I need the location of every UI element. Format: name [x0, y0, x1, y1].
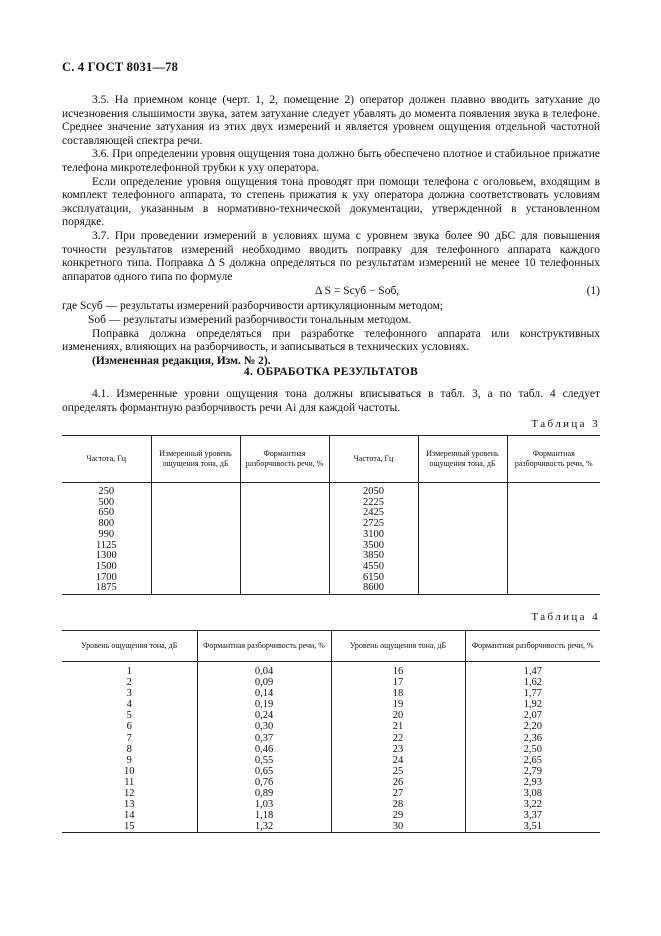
frequency-cell: 250: [62, 483, 151, 498]
frequency-cell: 800: [62, 519, 151, 530]
level-cell: 3: [62, 688, 197, 699]
level-cell: 8: [62, 744, 197, 755]
level-cell: 22: [331, 733, 465, 744]
page-header: С. 4 ГОСТ 8031—78: [62, 60, 179, 74]
frequency-cell: 3500: [329, 541, 418, 552]
level-cell: 14: [62, 810, 197, 821]
table-row: [62, 508, 600, 519]
table-row: [62, 551, 600, 562]
intelligibility-cell: 0,37: [197, 733, 331, 744]
table-row: [62, 755, 600, 766]
table-4-caption: Таблица 4: [531, 611, 600, 623]
frequency-cell: 500: [62, 498, 151, 509]
table-row: [62, 721, 600, 732]
intelligibility-cell: 1,62: [523, 677, 542, 689]
paragraph-3-6: 3.6. При определении уровня ощущения тона должно быть обеспечено плотное и стабильное прижатие телефона микротелефонной трубки к уху оператора.: [62, 148, 600, 174]
table-row: [62, 777, 600, 788]
intelligibility-cell: 1,92: [523, 699, 542, 711]
intelligibility-cell: [507, 498, 600, 509]
intelligibility-cell: 2,79: [523, 765, 542, 777]
level-cell: [151, 519, 240, 530]
paragraph-3-5: 3.5. На приемном конце (черт. 1, 2, помещение 2) оператор должен плавно вводить затухание до исчезновения слышимости звука, затем затухание следует убавлять до момента появления звука в телефоне. Среднее значение затухания из этих двух измерений и является уровнем ощущения отдельной частотной составляющей спектра речи.: [62, 94, 600, 147]
level-cell: 6: [62, 721, 197, 732]
intelligibility-cell: [240, 562, 329, 573]
intelligibility-cell: [507, 541, 600, 552]
intelligibility-cell: 1,47: [523, 666, 542, 677]
table-3-caption: Таблица 3: [531, 418, 600, 430]
level-cell: 20: [331, 710, 465, 721]
frequency-cell: 1700: [62, 573, 151, 584]
frequency-cell: 1875: [62, 583, 151, 594]
intelligibility-cell: [507, 483, 600, 498]
intelligibility-cell: [240, 551, 329, 562]
frequency-cell: 6150: [329, 573, 418, 584]
level-cell: 23: [331, 744, 465, 755]
body-text: [62, 94, 600, 368]
intelligibility-cell: [507, 562, 600, 573]
frequency-cell: 2425: [329, 508, 418, 519]
level-cell: [418, 541, 507, 552]
level-cell: 11: [62, 777, 197, 788]
paragraph-3-7: 3.7. При проведении измерений в условиях шума с уровнем звука более 90 дБС для повышения точности результатов измерений необходимо вводить поправку для телефонного аппарата каждого конкретного типа. Поправка Δ S должна определяться по результатам измерений не менее 10 телефонных аппаратов одного типа по формуле: [62, 229, 600, 283]
intelligibility-cell: 3,37: [523, 810, 542, 822]
level-cell: 30: [331, 821, 465, 833]
intelligibility-cell: 0,24: [197, 710, 331, 721]
frequency-cell: 2225: [329, 498, 418, 509]
table-row: [62, 788, 600, 799]
table-row: [62, 688, 600, 699]
table-4-header-intelligibility-left: Формантная разборчивость речи, %: [197, 631, 331, 662]
table-row: [62, 519, 600, 530]
intelligibility-cell: 1,18: [197, 810, 331, 821]
level-cell: [151, 583, 240, 594]
intelligibility-cell: 0,46: [197, 744, 331, 755]
intelligibility-cell: [240, 519, 329, 530]
intelligibility-cell: [240, 573, 329, 584]
frequency-cell: 990: [62, 530, 151, 541]
table-row: [62, 677, 600, 688]
level-cell: [418, 573, 507, 584]
intelligibility-cell: 0,04: [197, 662, 331, 678]
paragraph-3-7-continued: Поправка должна определяться при разработке телефонного аппарата или конструктивных изменениях, влияющих на разборчивость, и записываться в технических условиях.: [62, 327, 600, 354]
level-cell: [151, 530, 240, 541]
table-row: [62, 573, 600, 584]
paragraph-4-1-block: [62, 388, 600, 415]
intelligibility-cell: 0,30: [197, 721, 331, 732]
table-3-header-intelligibility-left: Формантная разборчивость речи, %: [240, 436, 329, 483]
intelligibility-cell: 2,93: [523, 776, 542, 788]
level-cell: 21: [331, 721, 465, 732]
intelligibility-cell: 2,07: [523, 710, 542, 722]
intelligibility-cell: 3,08: [523, 788, 542, 800]
level-cell: [151, 551, 240, 562]
table-row: [62, 810, 600, 821]
intelligibility-cell: [240, 483, 329, 498]
intelligibility-cell: 1,32: [197, 821, 331, 833]
level-cell: 10: [62, 766, 197, 777]
level-cell: 16: [331, 662, 465, 678]
frequency-cell: 4550: [329, 562, 418, 573]
intelligibility-cell: [240, 530, 329, 541]
level-cell: 17: [331, 677, 465, 688]
level-cell: 4: [62, 699, 197, 710]
intelligibility-cell: [507, 583, 600, 594]
intelligibility-cell: 2,65: [523, 754, 542, 766]
table-4-header-level-right: Уровень ощущения тона, дБ: [331, 631, 465, 662]
level-cell: 19: [331, 699, 465, 710]
table-4-header-intelligibility-right: Формантная разборчивость речи, %: [465, 631, 600, 662]
level-cell: 1: [62, 662, 197, 678]
level-cell: [418, 519, 507, 530]
level-cell: 26: [331, 777, 465, 788]
level-cell: 28: [331, 799, 465, 810]
intelligibility-cell: 3,22: [523, 799, 542, 811]
table-row: [62, 483, 600, 498]
level-cell: [151, 508, 240, 519]
intelligibility-cell: 0,55: [197, 755, 331, 766]
level-cell: 29: [331, 810, 465, 821]
table-3: [62, 435, 600, 595]
table-3-header-intelligibility-right: Формантная разборчивость речи, %: [507, 436, 600, 483]
table-row: [62, 766, 600, 777]
level-cell: 15: [62, 821, 197, 833]
frequency-cell: 3850: [329, 551, 418, 562]
level-cell: [418, 583, 507, 594]
table-row: [62, 530, 600, 541]
intelligibility-cell: 0,09: [197, 677, 331, 688]
table-3-header-level-left: Измеренный уровень ощущения тона, дБ: [151, 436, 240, 483]
intelligibility-cell: 0,19: [197, 699, 331, 710]
level-cell: [151, 562, 240, 573]
table-row: [62, 562, 600, 573]
intelligibility-cell: 0,76: [197, 777, 331, 788]
formula-where-1: где Sсуб — результаты измерений разборчивости артикуляционным методом;: [62, 300, 444, 313]
intelligibility-cell: 0,89: [197, 788, 331, 799]
table-row: [62, 744, 600, 755]
level-cell: [418, 562, 507, 573]
level-cell: [418, 530, 507, 541]
level-cell: [418, 498, 507, 509]
edition-note: (Измененная редакция, Изм. № 2).: [92, 354, 271, 367]
level-cell: [151, 541, 240, 552]
formula-line: [62, 284, 600, 300]
intelligibility-cell: [240, 508, 329, 519]
intelligibility-cell: [507, 551, 600, 562]
intelligibility-cell: [507, 530, 600, 541]
level-cell: 9: [62, 755, 197, 766]
level-cell: 13: [62, 799, 197, 810]
table-3-header-level-right: Измеренный уровень ощущения тона, дБ: [418, 436, 507, 483]
level-cell: [151, 498, 240, 509]
intelligibility-cell: [507, 573, 600, 584]
paragraph-3-6-continued: Если определение уровня ощущения тона проводят при помощи телефона с оголовьем, входящим в комплект телефонного аппарата, то степень прижатия к уху оператора должна соответствовать условиям эксплуатации, указанным в нормативно-технической документации, утвержденной в установленном порядке.: [62, 175, 600, 229]
section-title: 4. ОБРАБОТКА РЕЗУЛЬТАТОВ: [243, 366, 419, 378]
paragraph-4-1: 4.1. Измеренные уровни ощущения тона должны вписываться в табл. 3, а по табл. 4 следует определять формантную разборчивость речи Ai для каждой частоты.: [62, 388, 600, 414]
table-4-header-level-left: Уровень ощущения тона, дБ: [62, 631, 197, 662]
level-cell: [418, 551, 507, 562]
frequency-cell: 2725: [329, 519, 418, 530]
intelligibility-cell: 2,50: [523, 743, 542, 755]
table-3-header-frequency-right: Частота, Гц: [329, 436, 418, 483]
intelligibility-cell: [240, 583, 329, 594]
intelligibility-cell: 1,77: [523, 688, 542, 700]
frequency-cell: 1500: [62, 562, 151, 573]
intelligibility-cell: 2,36: [523, 732, 542, 744]
level-cell: 24: [331, 755, 465, 766]
level-cell: 12: [62, 788, 197, 799]
frequency-cell: 3100: [329, 530, 418, 541]
formula-number: (1): [586, 285, 600, 298]
level-cell: 25: [331, 766, 465, 777]
frequency-cell: 2050: [329, 483, 418, 498]
frequency-cell: 1125: [62, 541, 151, 552]
level-cell: [151, 483, 240, 498]
level-cell: 18: [331, 688, 465, 699]
level-cell: 7: [62, 733, 197, 744]
frequency-cell: 1300: [62, 551, 151, 562]
table-3-header-frequency-left: Частота, Гц: [62, 436, 151, 483]
table-row: [62, 662, 600, 678]
table-row: [62, 699, 600, 710]
intelligibility-cell: 1,03: [197, 799, 331, 810]
level-cell: 2: [62, 677, 197, 688]
level-cell: [418, 508, 507, 519]
intelligibility-cell: [507, 519, 600, 530]
level-cell: [418, 483, 507, 498]
intelligibility-cell: [507, 508, 600, 519]
level-cell: [151, 573, 240, 584]
intelligibility-cell: [240, 541, 329, 552]
level-cell: 5: [62, 710, 197, 721]
formula: Δ S = Sсуб − Sоб,: [315, 285, 400, 298]
intelligibility-cell: 3,51: [465, 821, 600, 833]
table-4: [62, 630, 600, 833]
intelligibility-cell: 0,14: [197, 688, 331, 699]
table-row: [62, 799, 600, 810]
table-row: [62, 541, 600, 552]
level-cell: 27: [331, 788, 465, 799]
table-row: [62, 821, 600, 833]
table-row: [62, 710, 600, 721]
intelligibility-cell: [240, 498, 329, 509]
table-row: [62, 498, 600, 509]
intelligibility-cell: 2,20: [523, 721, 542, 733]
intelligibility-cell: 0,65: [197, 766, 331, 777]
frequency-cell: 8600: [329, 583, 418, 594]
formula-where-2: Sоб — результаты измерений разборчивости тональным методом.: [88, 313, 412, 326]
table-row: [62, 583, 600, 594]
table-row: [62, 733, 600, 744]
frequency-cell: 650: [62, 508, 151, 519]
